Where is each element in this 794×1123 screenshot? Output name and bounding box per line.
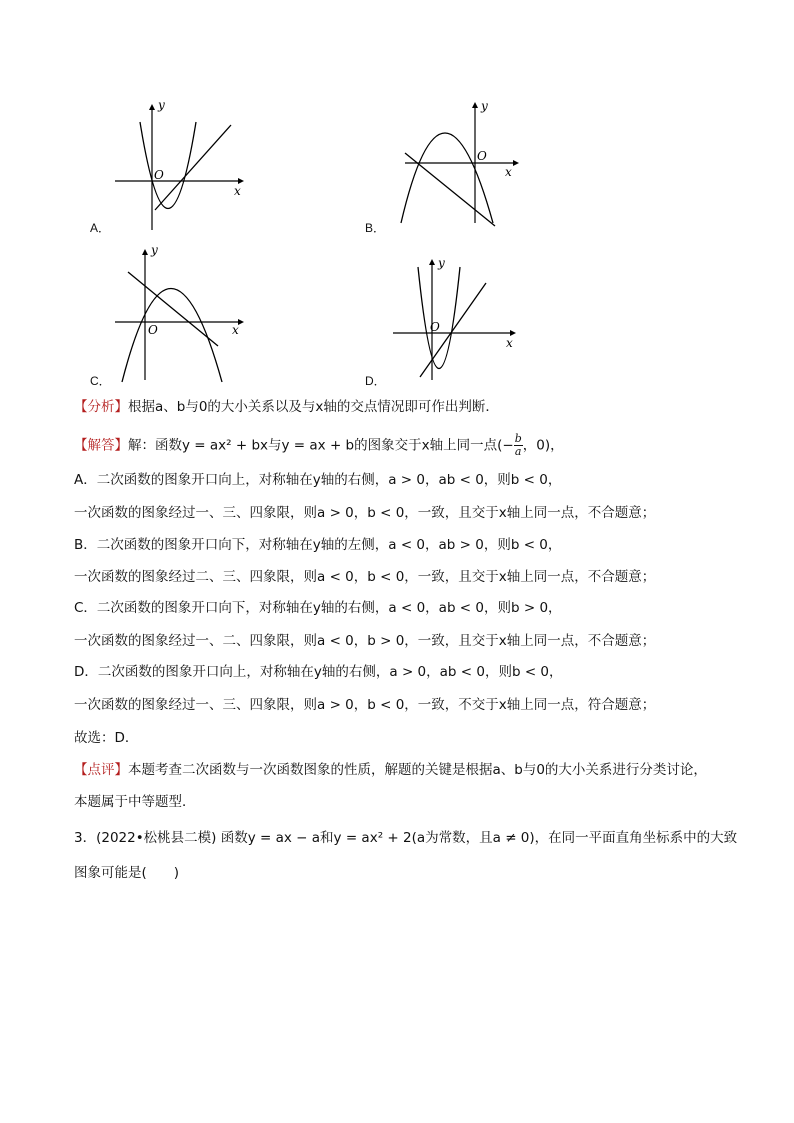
solution-line: 一次函数的图象经过一、三、四象限，则a > 0，b < 0，一致，且交于x轴上同一点，不合题意； xyxy=(74,505,656,521)
solution-intro-post: ，0)， xyxy=(522,437,564,454)
y-axis-label: y xyxy=(151,243,158,257)
x-axis-label: x xyxy=(505,165,512,179)
fraction-denominator: a xyxy=(514,445,522,458)
fraction-b-over-a xyxy=(514,433,523,458)
comment-text-1: 本题考查二次函数与一次函数图象的性质，解题的关键是根据a、b与0的大小关系进行分类讨论， xyxy=(128,762,707,778)
x-axis-label: x xyxy=(234,184,241,198)
solution-line: 一次函数的图象经过一、二、四象限，则a < 0，b > 0，一致，且交于x轴上同一点，不合题意； xyxy=(74,633,656,649)
option-d-label: D． xyxy=(365,374,386,388)
origin-label: O xyxy=(477,149,487,163)
x-axis-label: x xyxy=(506,336,513,350)
graph-c xyxy=(110,240,250,385)
y-axis-label: y xyxy=(481,99,488,113)
option-c-label: C． xyxy=(90,374,111,388)
origin-label: O xyxy=(148,323,158,337)
solution-intro xyxy=(74,433,564,458)
solution-line: D．二次函数的图象开口向上，对称轴在y轴的右侧，a > 0，ab < 0，则b < 0， xyxy=(74,664,563,680)
solution-line: A．二次函数的图象开口向上，对称轴在y轴的右侧，a > 0，ab < 0，则b < 0， xyxy=(74,472,562,488)
line xyxy=(405,153,495,226)
analysis-paragraph xyxy=(74,398,499,416)
option-a-label: A． xyxy=(90,221,111,235)
question-3-line-1: 3．(2022•松桃县二模) 函数y = ax − a和y = ax² + 2(a为常数，且a ≠ 0)，在同一平面直角坐标系中的大致 xyxy=(74,830,738,846)
solution-line: B．二次函数的图象开口向下，对称轴在y轴的左侧，a < 0，ab > 0，则b < 0， xyxy=(74,537,562,553)
graph-d xyxy=(388,255,523,385)
parabola xyxy=(122,289,222,383)
parabola xyxy=(401,133,493,223)
option-b-label: B． xyxy=(365,221,386,235)
solution-answer: 故选：D． xyxy=(74,730,139,746)
solution-line: 一次函数的图象经过一、三、四象限，则a > 0，b < 0，一致，不交于x轴上同一点，符合题意； xyxy=(74,697,656,713)
x-axis-label: x xyxy=(232,323,239,337)
comment-paragraph xyxy=(74,761,707,779)
y-axis-label: y xyxy=(158,98,165,112)
comment-text-2: 本题属于中等题型． xyxy=(74,794,196,810)
fraction-numerator: b xyxy=(514,432,522,445)
solution-tag: 【解答】 xyxy=(74,437,128,454)
origin-label: O xyxy=(154,168,164,182)
analysis-text: 根据a、b与0的大小关系以及与x轴的交点情况即可作出判断． xyxy=(128,399,499,415)
analysis-tag: 【分析】 xyxy=(74,399,128,415)
graph-b xyxy=(395,98,525,233)
y-axis-label: y xyxy=(438,256,445,270)
question-3-line-2: 图象可能是( ) xyxy=(74,865,180,881)
solution-line: 一次函数的图象经过二、三、四象限，则a < 0，b < 0，一致，且交于x轴上同一点，不合题意； xyxy=(74,569,656,585)
solution-line: C．二次函数的图象开口向下，对称轴在y轴的右侧，a < 0，ab < 0，则b > 0， xyxy=(74,600,562,616)
parabola xyxy=(418,267,460,369)
solution-intro-pre: 解：函数y = ax² + bx与y = ax + b的图象交于x轴上同一点(− xyxy=(128,437,514,454)
origin-label: O xyxy=(430,320,440,334)
comment-tag: 【点评】 xyxy=(74,762,128,778)
line xyxy=(128,272,218,346)
graph-a xyxy=(110,95,250,235)
